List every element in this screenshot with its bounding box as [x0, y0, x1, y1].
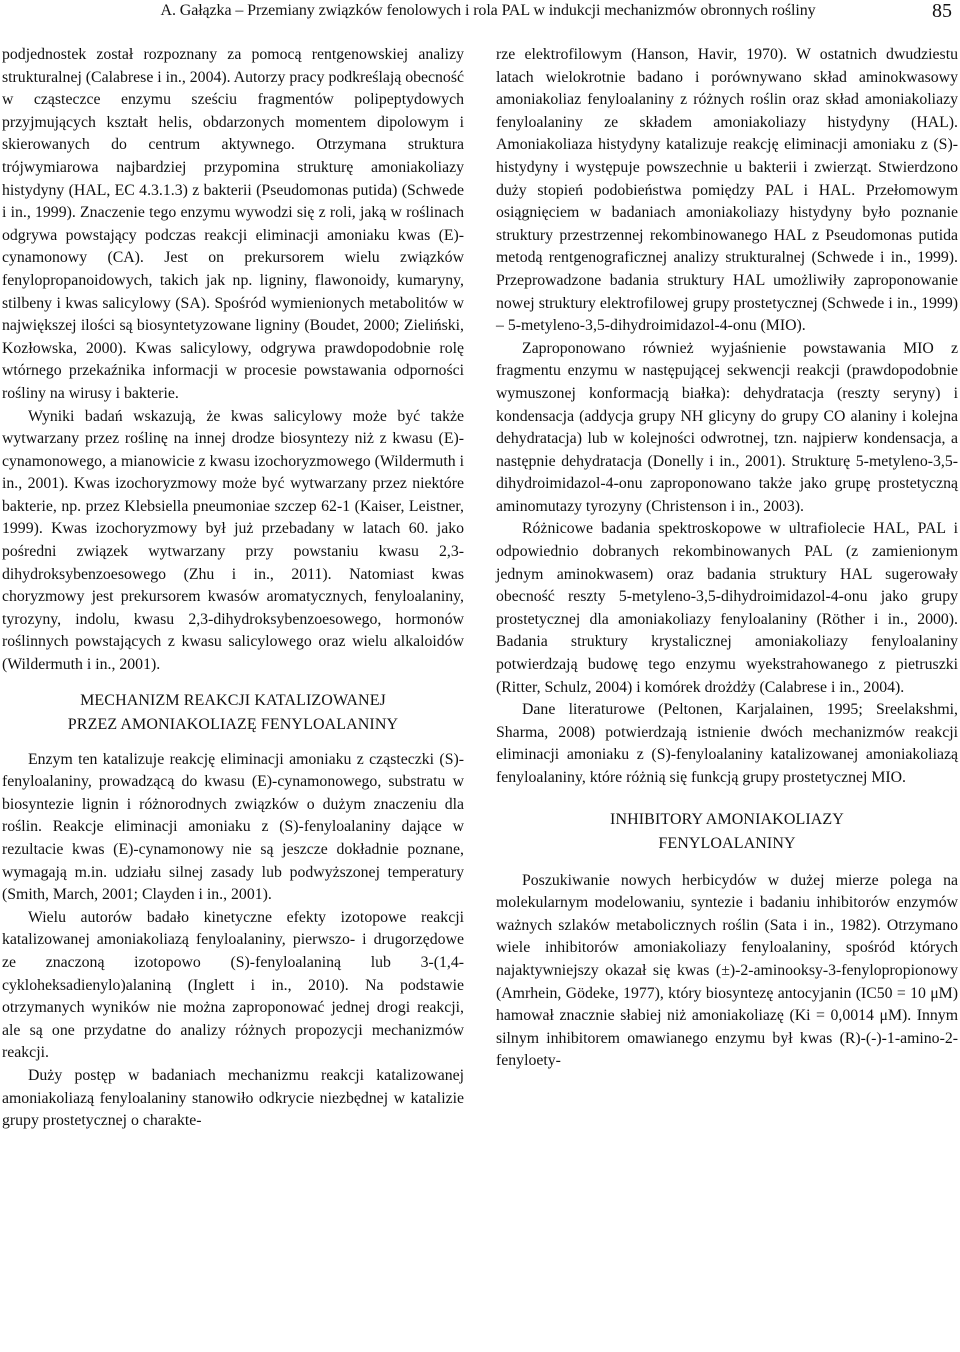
paragraph: Różnicowe badania spektroskopowe w ultrafiolecie HAL, PAL i odpowiednio dobranych rekombinowanych PAL (z zamienionym jednym aminokwasem) oraz badania struktury HAL sugerowały obecność reszty 5-metyleno-3,5-dihydroimidazol-4-onu jako grupy prostetycznej dla amoniakoliazy fenyloalaniny (Röther i in., 2000). Badania struktury krystalicznej amoniakoliazy fenyloalaniny potwierdzają budowę tego enzymu wyekstrahowanego z pietruszki (Ritter, Schulz, 2004) i komórek drożdży (Calabrese i in., 2004). — [496, 520, 958, 696]
paragraph: Poszukiwanie nowych herbicydów w dużej mierze polega na molekularnym modelowaniu, syntezie i badaniu inhibitorów enzymów ważnych szlaków metabolicznych roślin (Sata i in., 1982). Otrzymano wiele inhibitorów amoniakoliazy fenyloalaniny, spośród których najaktywniejszy okazał się kwas (±)-2-aminooksy-3-fenylopropionowy (Amrhein, Gödeke, 1977), który biosyntezę antocyjanin (IC50 = 10 μM) hamował znacznie słabiej niż amoniakoliazę (Ki = 0,0014 μM). Innym silnym inhibitorem omawianego enzymu był kwas (R)-(-)-1-amino-2-fenyloety- — [496, 871, 958, 1070]
paragraph: rze elektrofilowym (Hanson, Havir, 1970). W ostatnich dwudziestu latach wielokrotnie badano i porównywano skład aminokwasowy amoniakoliaz fenyloalaniny z różnych roślin oraz skład amoniakoliazy fenyloalaniny ze składem amoniakoliazy histydyny (HAL). Amoniakoliaza histydyny katalizuje reakcję eliminacji amoniaku z (S)-histydyny i występuje powszechnie u bakterii i zwierząt. Stwierdzono duży stopień podobieństwa pomiędzy PAL i HAL. Przełomowym osiągnięciem w badaniach amoniakoliazy histydyny było poznanie struktury przestrzennej rekombinowanego HAL z Pseudomonas putida metodą rentgenograficznej analizy strukturalnej (Schwede i in., 1999). Przeprowadzone badania struktury HAL umożliwiły zaproponowanie nowej struktury elektrofilowej grupy prostetycznej (Schwede i in., 1999) – 5-metyleno-3,5-dihydroimidazol-4-onu (MIO). — [496, 46, 958, 335]
paragraph: Dane literaturowe (Peltonen, Karjalainen, 1995; Sreelakshmi, Sharma, 2008) potwierdzają istnienie dwóch mechanizmów reakcji eliminacji amoniaku z (S)-fenyloalaniny katalizowanej amoniakoliazą fenyloalaniny, które różnią się funkcją grupy prostetycznej MIO. — [496, 701, 958, 786]
paragraph: Duży postęp w badaniach mechanizmu reakcji katalizowanej amoniakoliazą fenyloalaniny stanowiło odkrycie niezbędnej w katalizie grupy prostetycznej o charakte- — [2, 1066, 464, 1130]
left-column — [2, 44, 464, 1133]
section-heading-inhibitors — [496, 808, 958, 856]
paragraph: Wyniki badań wskazują, że kwas salicylowy może być także wytwarzany przez roślinę na innej drodze biosyntezy niż z kwasu (E)-cynamonowego, a mianowicie z kwasu izochoryzmowego (Wildermuth i in., 2001). Kwas izochoryzmowy może być wytwarzany przez niektóre bakterie, np. przez Klebsiella pneumoniae szczep 62-1 (Kaiser, Leistner, 1999). Kwas izochoryzmowy był już przebadany w latach 60. jako pośredni związek wytwarzany przy powstaniu kwasu 2,3-dihydroksybenzoesowego (Zhu i in., 2011). Natomiast kwas choryzmowy jest prekursorem kwasów aromatycznych, fenyloalaniny, tyrozyny, indolu, kwasu 2,3-dihydroksybenzoesowego, hormonów roślinnych powstających z kwasu salicylowego oraz wielu alkaloidów (Wildermuth i in., 2001). — [2, 407, 464, 674]
paragraph: Zaproponowano również wyjaśnienie powstawania MIO z fragmentu enzymu w następującej sekwencji reakcji (prawdopodobnie wymuszonej konformacją białka): dehydratacja (reszty seryny) i kondensacja (addycja grupy NH glicyny do grupy CO alaniny i kolejna dehydratacja) lub w kolejności odwrotnej, tzn. najpierw kondensacja, a następnie dehydratacja (Donelly i in., 2001). Strukturę 5-metyleno-3,5-dihydroimidazol-4-onu zaproponowano także jako grupę prostetyczną aminomutazy tyrozyny (Christenson i in., 2003). — [496, 339, 958, 515]
page-number: 85 — [932, 0, 952, 22]
section-heading-line: FENYLOALANINY — [658, 834, 796, 852]
paragraph: Enzym ten katalizuje reakcję eliminacji amoniaku z cząsteczki (S)-fenyloalaniny, prowadzącą do kwasu (E)-cynamonowego, substratu w biosyntezie lignin i różnorodnych związków o dużym znaczeniu dla roślin. Reakcje eliminacji amoniaku z (S)-fenyloalaniny dające w rezultacie kwas (E)-cynamonowy nie są jeszcze dokładnie poznane, wymagają m.in. udziału silnej zasady lub podwyższonej temperatury (Smith, March, 2001; Clayden i in., 2001). — [2, 750, 464, 904]
running-title: A. Gałązka – Przemiany związków fenolowych i rola PAL w indukcji mechanizmów obronnych rośliny — [160, 2, 816, 19]
right-column — [496, 44, 958, 1073]
paragraph: podjednostek został rozpoznany za pomocą rentgenowskiej analizy strukturalnej (Calabrese i in., 2004). Autorzy pracy podkreślają obecność w cząsteczce enzymu sześciu fragmentów polipeptydowych przyjmujących kształt helis, obdarzonych momentem dipolowym i skierowanych do centrum aktywnego. Otrzymana struktura trójwymiarowa najbardziej przypomina strukturę amoniakoliazy histydyny (HAL, EC 4.3.1.3) z bakterii (Pseudomonas putida) (Schwede i in., 1999). Znaczenie tego enzymu wywodzi się z roli, jaką w roślinach odgrywa powstający podczas reakcji eliminacji amoniaku kwas (E)-cynamonowy (CA). Jest on prekursorem wielu związków fenylopropanoidowych, takich jak np. ligniny, flawonoidy, kumaryny, stilbeny i kwas salicylowy (SA). Spośród wymienionych metabolitów w największej ilości są biosyntetyzowane ligniny (Boudet, 2000; Zieliński, Kozłowska, 2000). Kwas salicylowy, odgrywa prawdopodobnie rolę wtórnego przekaźnika informacji w procesie powstawania odporności rośliny na wirusy i bakterie. — [2, 46, 464, 402]
paragraph: Wielu autorów badało kinetyczne efekty izotopowe reakcji katalizowanej amoniakoliazą fenyloalaniny, pierwszo- i drugorzędowe ze znaczoną izotopowo (S)-fenyloalaniną lub 3-(1,4-cykloheksadienylo)alaniną (Inglett i in., 2010). Na podstawie otrzymanych wyników nie można zaproponować jednej drogi reakcji, ale są one przydatne do analizy różnych propozycji mechanizmów reakcji. — [2, 908, 464, 1062]
section-heading-line: PRZEZ AMONIAKOLIAZĘ FENYLOALANINY — [67, 715, 399, 733]
section-heading-line: MECHANIZM REAKCJI KATALIZOWANEJ — [80, 691, 386, 709]
section-heading-line: INHIBITORY AMONIAKOLIAZY — [610, 810, 844, 828]
running-header — [0, 0, 960, 32]
section-heading-mechanism — [2, 689, 464, 737]
